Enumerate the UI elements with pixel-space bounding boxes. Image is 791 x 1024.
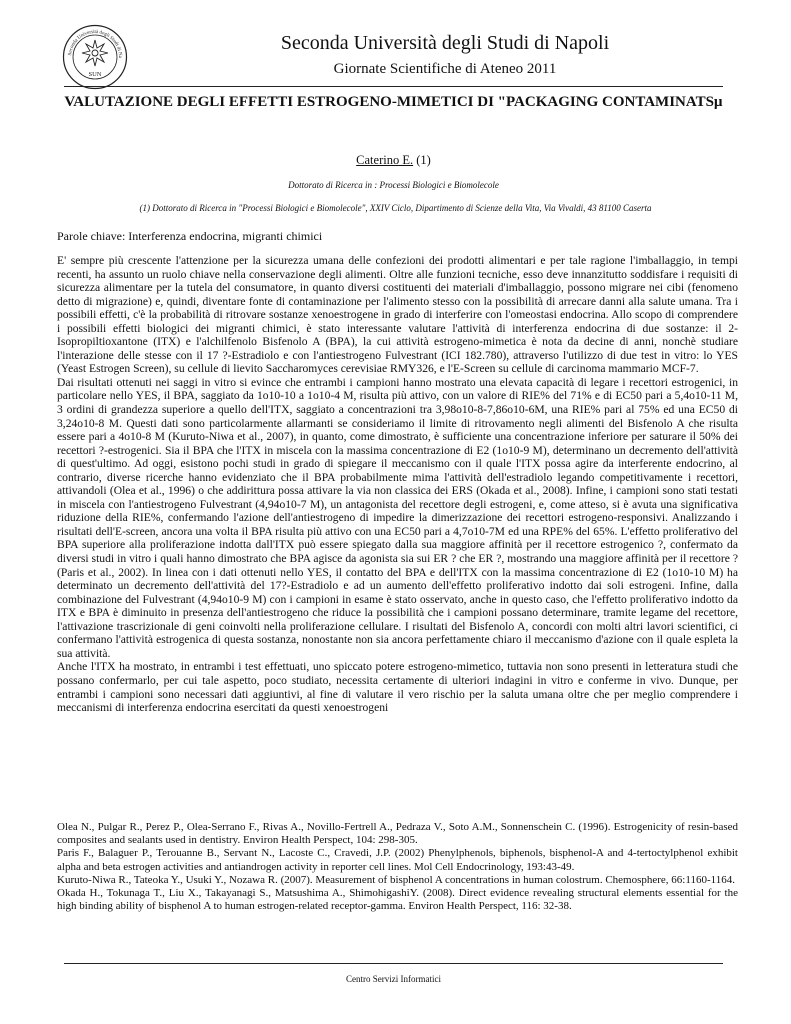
- event-name: Giornate Scientifiche di Ateneo 2011: [333, 61, 557, 77]
- reference-item: Paris F., Balaguer P., Terouanne B., Servant N., Lacoste C., Cravedi, J.P. (2002) Phenylphenols, biphenols, bisphenol-A and 4-tertoctylphenol exhibit alpha and beta estrogen activities and antiandrogen activity in reporter cell lines. Mol Cell Endocrinology, 193:43-49.: [57, 847, 738, 873]
- affiliation-detail: (1) Dottorato di Ricerca in "Processi Biologici e Biomolecole", XXIV Ciclo, Dipartimento di Scienze della Vita, Via Vivaldi, 43 81100 Caserta: [139, 203, 652, 213]
- svg-text:Seconda Università degli Studi: Seconda Università degli Studi di Na: [68, 29, 123, 59]
- body-paragraph: Dai risultati ottenuti nei saggi in vitro si evince che entrambi i campioni hanno mostrato una elevata capacità di legare i recettori estrogenici, in particolare nello YES, il BPA, saggiato da 1o10-10 a 1o10-4 M, risulta più attivo, con un valore di RIE% del 71% e di EC50 pari a 5,4o10-11 M, 3 ordini di grandezza superiore a quello dell'ITX, saggiato a concentrazioni tra 3,98o10-8-7,86o10-6M, una RIE% pari al 75% ed una EC50 di 3,24o10-8 M. Questi dati sono particolarmente allarmanti se consideriamo il limite di ritrovamento negli alimenti del Bisfenolo A che risulta essere pari a 4o10-8 M (Kuruto-Niwa et al., 2007), in quanto, come dimostrato, è sufficiente una concentrazione inferiore per saturare il 50% dei recettori ?-estrogenici. Sia il BPA che l'ITX in miscela con la massima concentrazione di E2 (1o10-9 M), determinano un decremento dell'attività di quest'ultimo. Ad oggi, esistono pochi studi in grado di spiegare il meccanismo con il quale l'ITX possa agire da interferente endocrino, al contrario, diverse ricerche hanno evidenziato che il BPA probabilmente mima l'attività dell'estradiolo legando competitivamente i recettori, attivandoli (Olea et al., 1996) o che addirittura possa attivare la via non classica dei ERS (Okada et al., 2008). Infine, i campioni sono stati testati in miscela con l'antiestrogeno Fulvestrant (4,94o10-7 M), un antagonista del recettore degli estrogeni, e, come atteso, si è avuta una significativa riduzione della RIE%, confermando l'azione dell'antiestrogeno di impedire la dimerizzazione dei recettori estrogeno-responsivi. Analizzando i risultati dell'E-screen, ancora una volta il BPA risulta più attivo con una EC50 pari a 4,7o10-7M ed una RPE% del 65%. L'effetto proliferativo del BPA superiore alla proliferazione indotta dall'ITX può essere spiegato dalla sua maggiore affinità per il recettore estrogenico ?, confermato da diversi studi in vitro i quali hanno dimostrato che BPA agisce da agonista sia sui ER ? che ER ?, mostrando una maggiore affinità per il recettore ? (Paris et al., 2002). In linea con i dati ottenuti nello YES, il contatto del BPA e dell'ITX con la massima concentrazione di E2 (1o10-10 M) ha determinato un decremento dell'attività del 17?-Estradiolo e ad un aumento dell'effetto proliferativo indotto dai soli estrogeni. Infine, dalla combinazione del Fulvestrant (4,94o10-9 M) con i campioni in esame è stato osservato, anche in questo caso, che l'effetto proliferativo indotto da ITX e BPA è diminuito in presenza dell'antiestrogeno che riduce la possibilità che i campioni possano determinare, tramite legame del recettore, l'attivazione trascrizionale di geni coinvolti nella proliferazione cellulare. I risultati del Bisfenolo A, concordi con molti altri lavori scientifici, ci confermano l'attività estrogenica di questa sostanza, nonostante non sia ancora perfettamente chiaro il meccanismo d'azione con il quale espleta la sua attività.: [57, 375, 738, 660]
- footer-divider: [64, 963, 723, 964]
- body-paragraph: Anche l'ITX ha mostrato, in entrambi i test effettuati, uno spiccato potere estrogeno-mimetico, tuttavia non sono presenti in letteratura studi che possano confermarlo, per cui tale aspetto, poco studiato, necessita certamente di ulteriori indagini in vitro e conferme in vivo. Dunque, per entrambi i campioni sono necessari dati aggiuntivi, al fine di valutare il vero rischio per la saluta umana oltre che per meglio comprendere i meccanismi di interferenza endocrina esercitati da questi xenoestrogeni: [57, 660, 738, 715]
- footer-text: Centro Servizi Informatici: [346, 974, 441, 984]
- author-line: [64, 153, 723, 168]
- reference-item: Okada H., Tokunaga T., Liu X., Takayanagi S., Matsushima A., ShimohigashiY. (2008). Direct evidence revealing structural elements essential for the high binding ability of bisphenol A to human estrogen-related receptor-gamma. Environ Health Perspect, 116: 32-38.: [57, 887, 738, 913]
- university-name: Seconda Università degli Studi di Napoli: [280, 32, 610, 54]
- reference-item: Olea N., Pulgar R., Perez P., Olea-Serrano F., Rivas A., Novillo-Fertrell A., Pedraza V., Soto A.M., Sonnenschein C. (1996). Estrogenicity of resin-based composites and sealants used in dentistry. Environ Health Perspect, 104: 298-305.: [57, 821, 738, 847]
- author-affiliation-ref: (1): [413, 153, 431, 167]
- references: [57, 821, 738, 913]
- university-seal-logo: [62, 24, 128, 90]
- affiliation-line: Dottorato di Ricerca in : Processi Biologici e Biomolecole: [288, 180, 499, 190]
- document-title: VALUTAZIONE DEGLI EFFETTI ESTROGENO-MIMETICI DI "PACKAGING CONTAMINATSµ: [64, 94, 723, 110]
- header-divider: [64, 86, 723, 87]
- author-name: Caterino E.: [356, 153, 414, 167]
- keywords: Parole chiave: Interferenza endocrina, migranti chimici: [57, 229, 323, 243]
- reference-item: Kuruto-Niwa R., Tateoka Y., Usuki Y., Nozawa R. (2007). Measurement of bisphenol A concentrations in human colostrum. Chemosphere, 66:1160-1164.: [57, 873, 735, 886]
- body-paragraph: E' sempre più crescente l'attenzione per la sicurezza umana delle confezioni dei prodotti alimentari e per tale ragione l'imballaggio, in tempi recenti, ha assunto un ruolo chiave nella conservazione degli alimenti. Oltre alle funzioni tecniche, esso deve innanzitutto soddisfare i requisiti di sicurezza alimentare per la tutela del consumatore, in quanto diversi costituenti dei materiali d'imballaggio, possono migrare nei cibi (fenomeno detto di migrazione) e, quindi, diventare fonte di contaminazione per l'alimento stesso con la possibilità di arrecare danni alla salute umana. Tra i possibili effetti, c'è la probabilità di ritrovare sostanze xenoestrogene in grado di interferire con l'omeostasi endocrina. Allo scopo di comprendere i possibili effetti biologici dei migranti chimici, è stato interessante valutare l'attività di interferenza endocrina di due sostanze: il 2-Isopropiltioxantone (ITX) e l'alchilfenolo Bisfenolo A (BPA), la cui attività estrogeno-mimetica è nota da decine di anni, nonchè studiare l'interazione delle stesse con il 17 ?-Estradiolo e con l'antiestrogeno Fulvestrant (ICI 182.780), attraverso l'utilizzo di due test in vitro: lo YES (Yeast Estrogen Screen), su cellule di lievito Saccharomyces cerevisiae RMY326, e l'E-Screen su cellule di carcinoma mammario MCF-7.: [57, 254, 738, 376]
- abstract-body: [57, 254, 738, 715]
- svg-text:SUN: SUN: [88, 71, 102, 78]
